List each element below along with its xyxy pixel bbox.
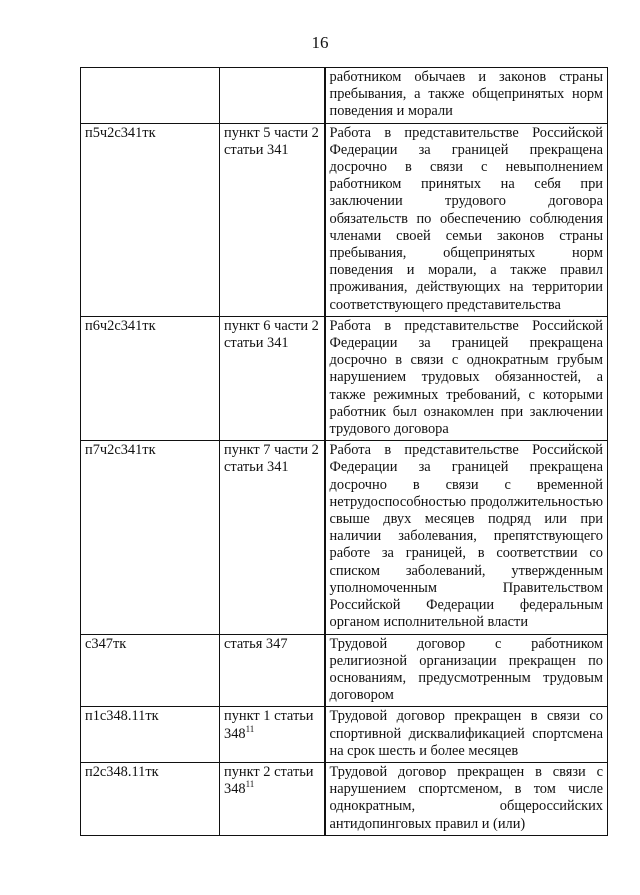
table-row bbox=[81, 762, 608, 835]
basis-superscript: 11 bbox=[245, 723, 255, 734]
page-number: 16 bbox=[311, 33, 329, 52]
code-cell: п6ч2с341тк bbox=[81, 316, 220, 440]
basis-article: 348 bbox=[224, 725, 246, 742]
basis-text: пункт 2 статьи bbox=[224, 763, 314, 780]
description-cell: Трудовой договор с работником религиозной организации прекращен по основаниям, предусмотренным трудовым договором bbox=[325, 634, 608, 707]
table-row bbox=[81, 123, 608, 316]
code-cell: п5ч2с341тк bbox=[81, 123, 220, 316]
table-row bbox=[81, 441, 608, 634]
table-row bbox=[81, 707, 608, 763]
description-cell: работником обычаев и законов страны пребывания, а также общепринятых норм поведения и морали bbox=[325, 68, 608, 124]
basis-cell bbox=[220, 762, 325, 835]
basis-article: 348 bbox=[224, 781, 246, 798]
code-cell: п7ч2с341тк bbox=[81, 441, 220, 634]
code-cell: п1с348.11тк bbox=[81, 707, 220, 763]
code-cell: с347тк bbox=[81, 634, 220, 707]
basis-cell bbox=[220, 68, 325, 124]
basis-cell: пункт 6 части 2 статьи 341 bbox=[220, 316, 325, 440]
basis-cell: пункт 7 части 2 статьи 341 bbox=[220, 441, 325, 634]
description-cell: Работа в представительстве Российской Федерации за границей прекращена досрочно в связи с невыполнением работником принятых на себя при заключении трудового договора обязательств по обеспечению соблюдения членами своей семьи законов страны пребывания, общепринятых норм поведения и морали, а также правил проживания, действующих на территории соответствующего представительства bbox=[325, 123, 608, 316]
basis-cell bbox=[220, 707, 325, 763]
code-cell bbox=[81, 68, 220, 124]
table-row bbox=[81, 316, 608, 440]
description-cell: Работа в представительстве Российской Федерации за границей прекращена досрочно в связи с однократным грубым нарушением трудовых обязанностей, а также режимных требований, с которыми работник был ознакомлен при заключении трудового договора bbox=[325, 316, 608, 440]
termination-codes-table bbox=[80, 67, 608, 836]
basis-cell: пункт 5 части 2 статьи 341 bbox=[220, 123, 325, 316]
description-cell: Трудовой договор прекращен в связи со спортивной дисквалификацией спортсмена на срок шесть и более месяцев bbox=[325, 707, 608, 763]
description-cell: Трудовой договор прекращен в связи с нарушением спортсменом, в том числе однократным, общероссийских антидопинговых правил и (или) bbox=[325, 762, 608, 835]
table-row bbox=[81, 68, 608, 124]
basis-superscript: 11 bbox=[245, 779, 255, 790]
description-cell: Работа в представительстве Российской Федерации за границей прекращена досрочно в связи с временной нетрудоспособностью продолжительностью свыше двух месяцев подряд или при наличии заболевания, препятствующего работе за границей, в соответствии со списком заболеваний, утвержденным уполномоченным Правительством Российской Федерации федеральным органом исполнительной власти bbox=[325, 441, 608, 634]
table-row bbox=[81, 634, 608, 707]
basis-text: пункт 1 статьи bbox=[224, 708, 314, 725]
basis-cell: статья 347 bbox=[220, 634, 325, 707]
code-cell: п2с348.11тк bbox=[81, 762, 220, 835]
